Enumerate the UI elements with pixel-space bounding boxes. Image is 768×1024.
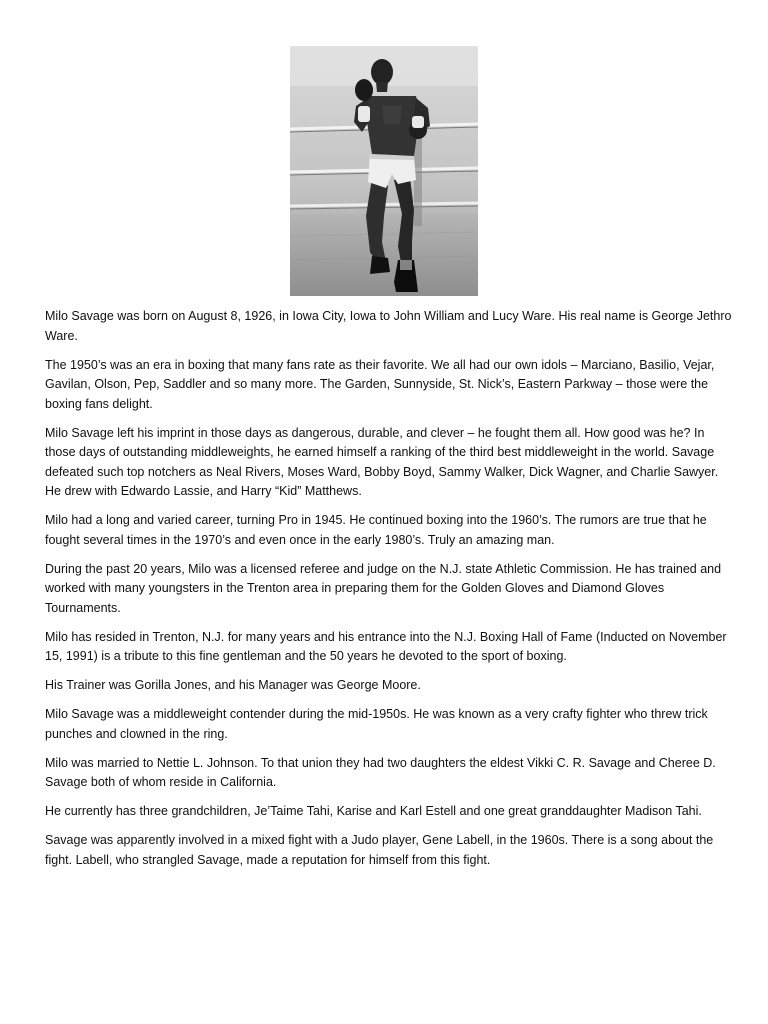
- paragraph-judo-fight: Savage was apparently involved in a mixed fight with a Judo player, Gene Labell, in the 1960s. There is a song about the fight. Labell, who strangled Savage, made a reputation for himself from this fight.: [45, 833, 714, 867]
- article-body: [45, 307, 735, 880]
- paragraph-1950s-era: The 1950’s was an era in boxing that many fans rate as their favorite. We all had our own idols – Marciano, Basilio, Vejar, Gavilan, Olson, Pep, Saddler and so many more. The Garden, Sunnyside, St. Nick’s, Eastern Parkway – those were the boxing fans delight.: [45, 357, 715, 411]
- boxer-photo: [290, 46, 478, 296]
- paragraph-contender: Milo Savage was a middleweight contender during the mid-1950s. He was known as a very crafty fighter who threw trick punches and clowned in the ring.: [45, 707, 708, 741]
- paragraph-career-record: Milo Savage left his imprint in those days as dangerous, durable, and clever – he fought them all. How good was he? In those days of outstanding middleweights, he earned himself a ranking of the third best middleweight in the world. Savage defeated such top notchers as Neal Rivers, Moses Ward, Bobby Boyd, Sammy Walker, Dick Wagner, and Charlie Sawyer. He drew with Edwardo Lassie, and Harry “Kid” Matthews.: [45, 425, 719, 498]
- paragraph-trainer-manager: His Trainer was Gorilla Jones, and his Manager was George Moore.: [45, 678, 421, 692]
- paragraph-referee: During the past 20 years, Milo was a licensed referee and judge on the N.J. state Athletic Commission. He has trained and worked with many youngsters in the Trenton area in preparing them for the Golden Gloves and Diamond Gloves Tournaments.: [45, 561, 722, 615]
- boxer-photo-illustration: [290, 46, 478, 296]
- paragraph-birth: Milo Savage was born on August 8, 1926, in Iowa City, Iowa to John William and Lucy Ware. His real name is George Jethro Ware.: [45, 309, 732, 343]
- paragraph-hall-of-fame: Milo has resided in Trenton, N.J. for many years and his entrance into the N.J. Boxing Hall of Fame (Inducted on November 15, 1991) is a tribute to this fine gentleman and the 50 years he devoted to the sport of boxing.: [45, 629, 727, 663]
- paragraph-grandchildren: He currently has three grandchildren, Je’Taime Tahi, Karise and Karl Estell and one great granddaughter Madison Tahi.: [45, 804, 702, 818]
- paragraph-family: Milo was married to Nettie L. Johnson. To that union they had two daughters the eldest Vikki C. R. Savage and Cheree D. Savage both of whom reside in California.: [45, 755, 716, 789]
- paragraph-career-length: Milo had a long and varied career, turning Pro in 1945. He continued boxing into the 1960’s. The rumors are true that he fought several times in the 1970’s and even once in the early 1980’s. Truly an amazing man.: [45, 513, 707, 547]
